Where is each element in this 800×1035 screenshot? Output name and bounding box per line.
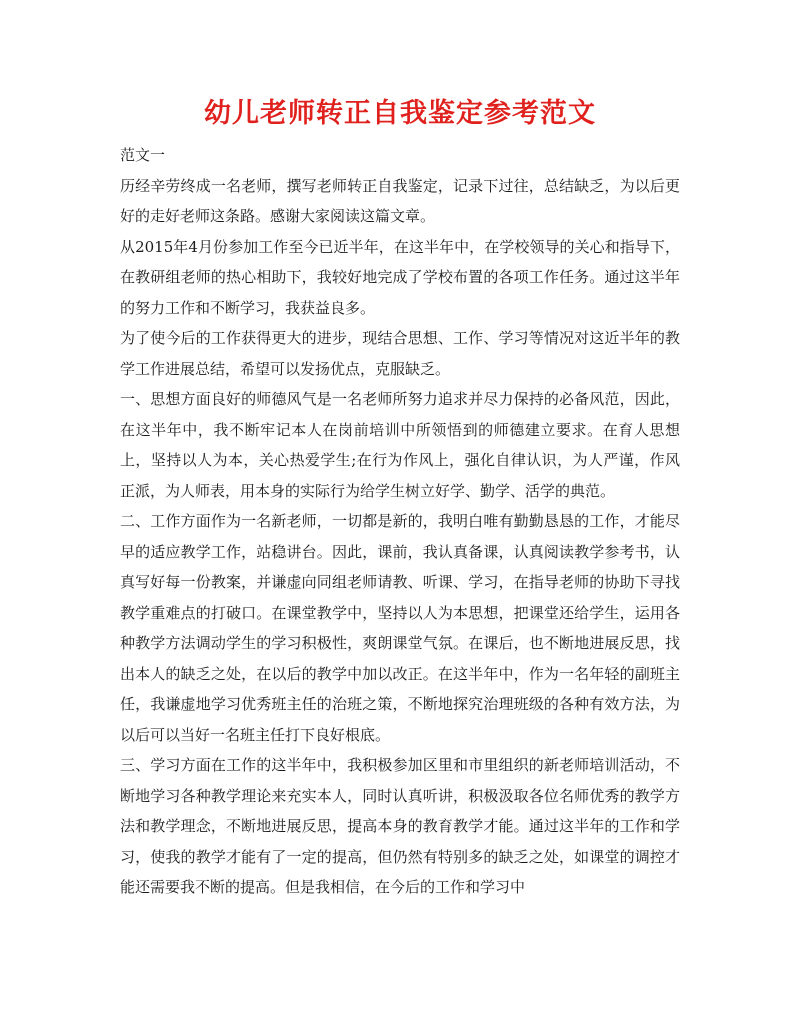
paragraph-thought: 一、思想方面良好的师德风气是一名老师所努力追求并尽力保持的必备风范，因此，在这半年中，我不断牢记本人在岗前培训中所领悟到的师德建立要求。在育人思想上，坚持以人为本，关心热爱学生;在行为作风上，强化自律认识，为人严谨，作风正派，为人师表，用本身的实际行为给学生树立好学、勤学、活学的典范。 bbox=[120, 390, 680, 500]
document-body bbox=[120, 140, 680, 903]
paragraph-work: 二、工作方面作为一名新老师，一切都是新的，我明白唯有勤勤恳恳的工作，才能尽早的适应教学工作，站稳讲台。因此，课前，我认真备课，认真阅读教学参考书，认真写好每一份教案，并谦虚向同组老师请教、听课、学习，在指导老师的协助下寻找教学重难点的打破口。在课堂教学中，坚持以人为本思想，把课堂还给学生，运用各种教学方法调动学生的学习积极性，爽朗课堂气氛。在课后，也不断地进展反思，找出本人的缺乏之处，在以后的教学中加以改正。在这半年中，作为一名年轻的副班主任，我谦虚地学习优秀班主任的治班之策，不断地探究治理班级的各种有效方法，为以后可以当好一名班主任打下良好根底。 bbox=[120, 512, 680, 744]
paragraph-purpose: 为了使今后的工作获得更大的进步，现结合思想、工作、学习等情况对这近半年的教学工作进展总结，希望可以发扬优点，克服缺乏。 bbox=[120, 329, 680, 378]
document-title: 幼儿老师转正自我鉴定参考范文 bbox=[204, 98, 596, 129]
paragraph-intro: 历经辛劳终成一名老师，撰写老师转正自我鉴定，记录下过往，总结缺乏，为以后更好的走好老师这条路。感谢大家阅读这篇文章。 bbox=[120, 176, 680, 225]
paragraph-study: 三、学习方面在工作的这半年中，我积极参加区里和市里组织的新老师培训活动，不断地学习各种教学理论来充实本人，同时认真听讲，积极汲取各位名师优秀的教学方法和教学理念，不断地进展反思，提高本身的教育教学才能。通过这半年的工作和学习，使我的教学才能有了一定的提高，但仍然有特别多的缺乏之处，如课堂的调控才能还需要我不断的提高。但是我相信，在今后的工作和学习中 bbox=[120, 756, 680, 896]
paragraph-heading-sample: 范文一 bbox=[120, 146, 166, 164]
paragraph-work-start: 从2015年4月份参加工作至今已近半年，在这半年中，在学校领导的关心和指导下，在教研组老师的热心相助下，我较好地完成了学校布置的各项工作任务。通过这半年的努力工作和不断学习，我获益良多。 bbox=[120, 237, 680, 317]
